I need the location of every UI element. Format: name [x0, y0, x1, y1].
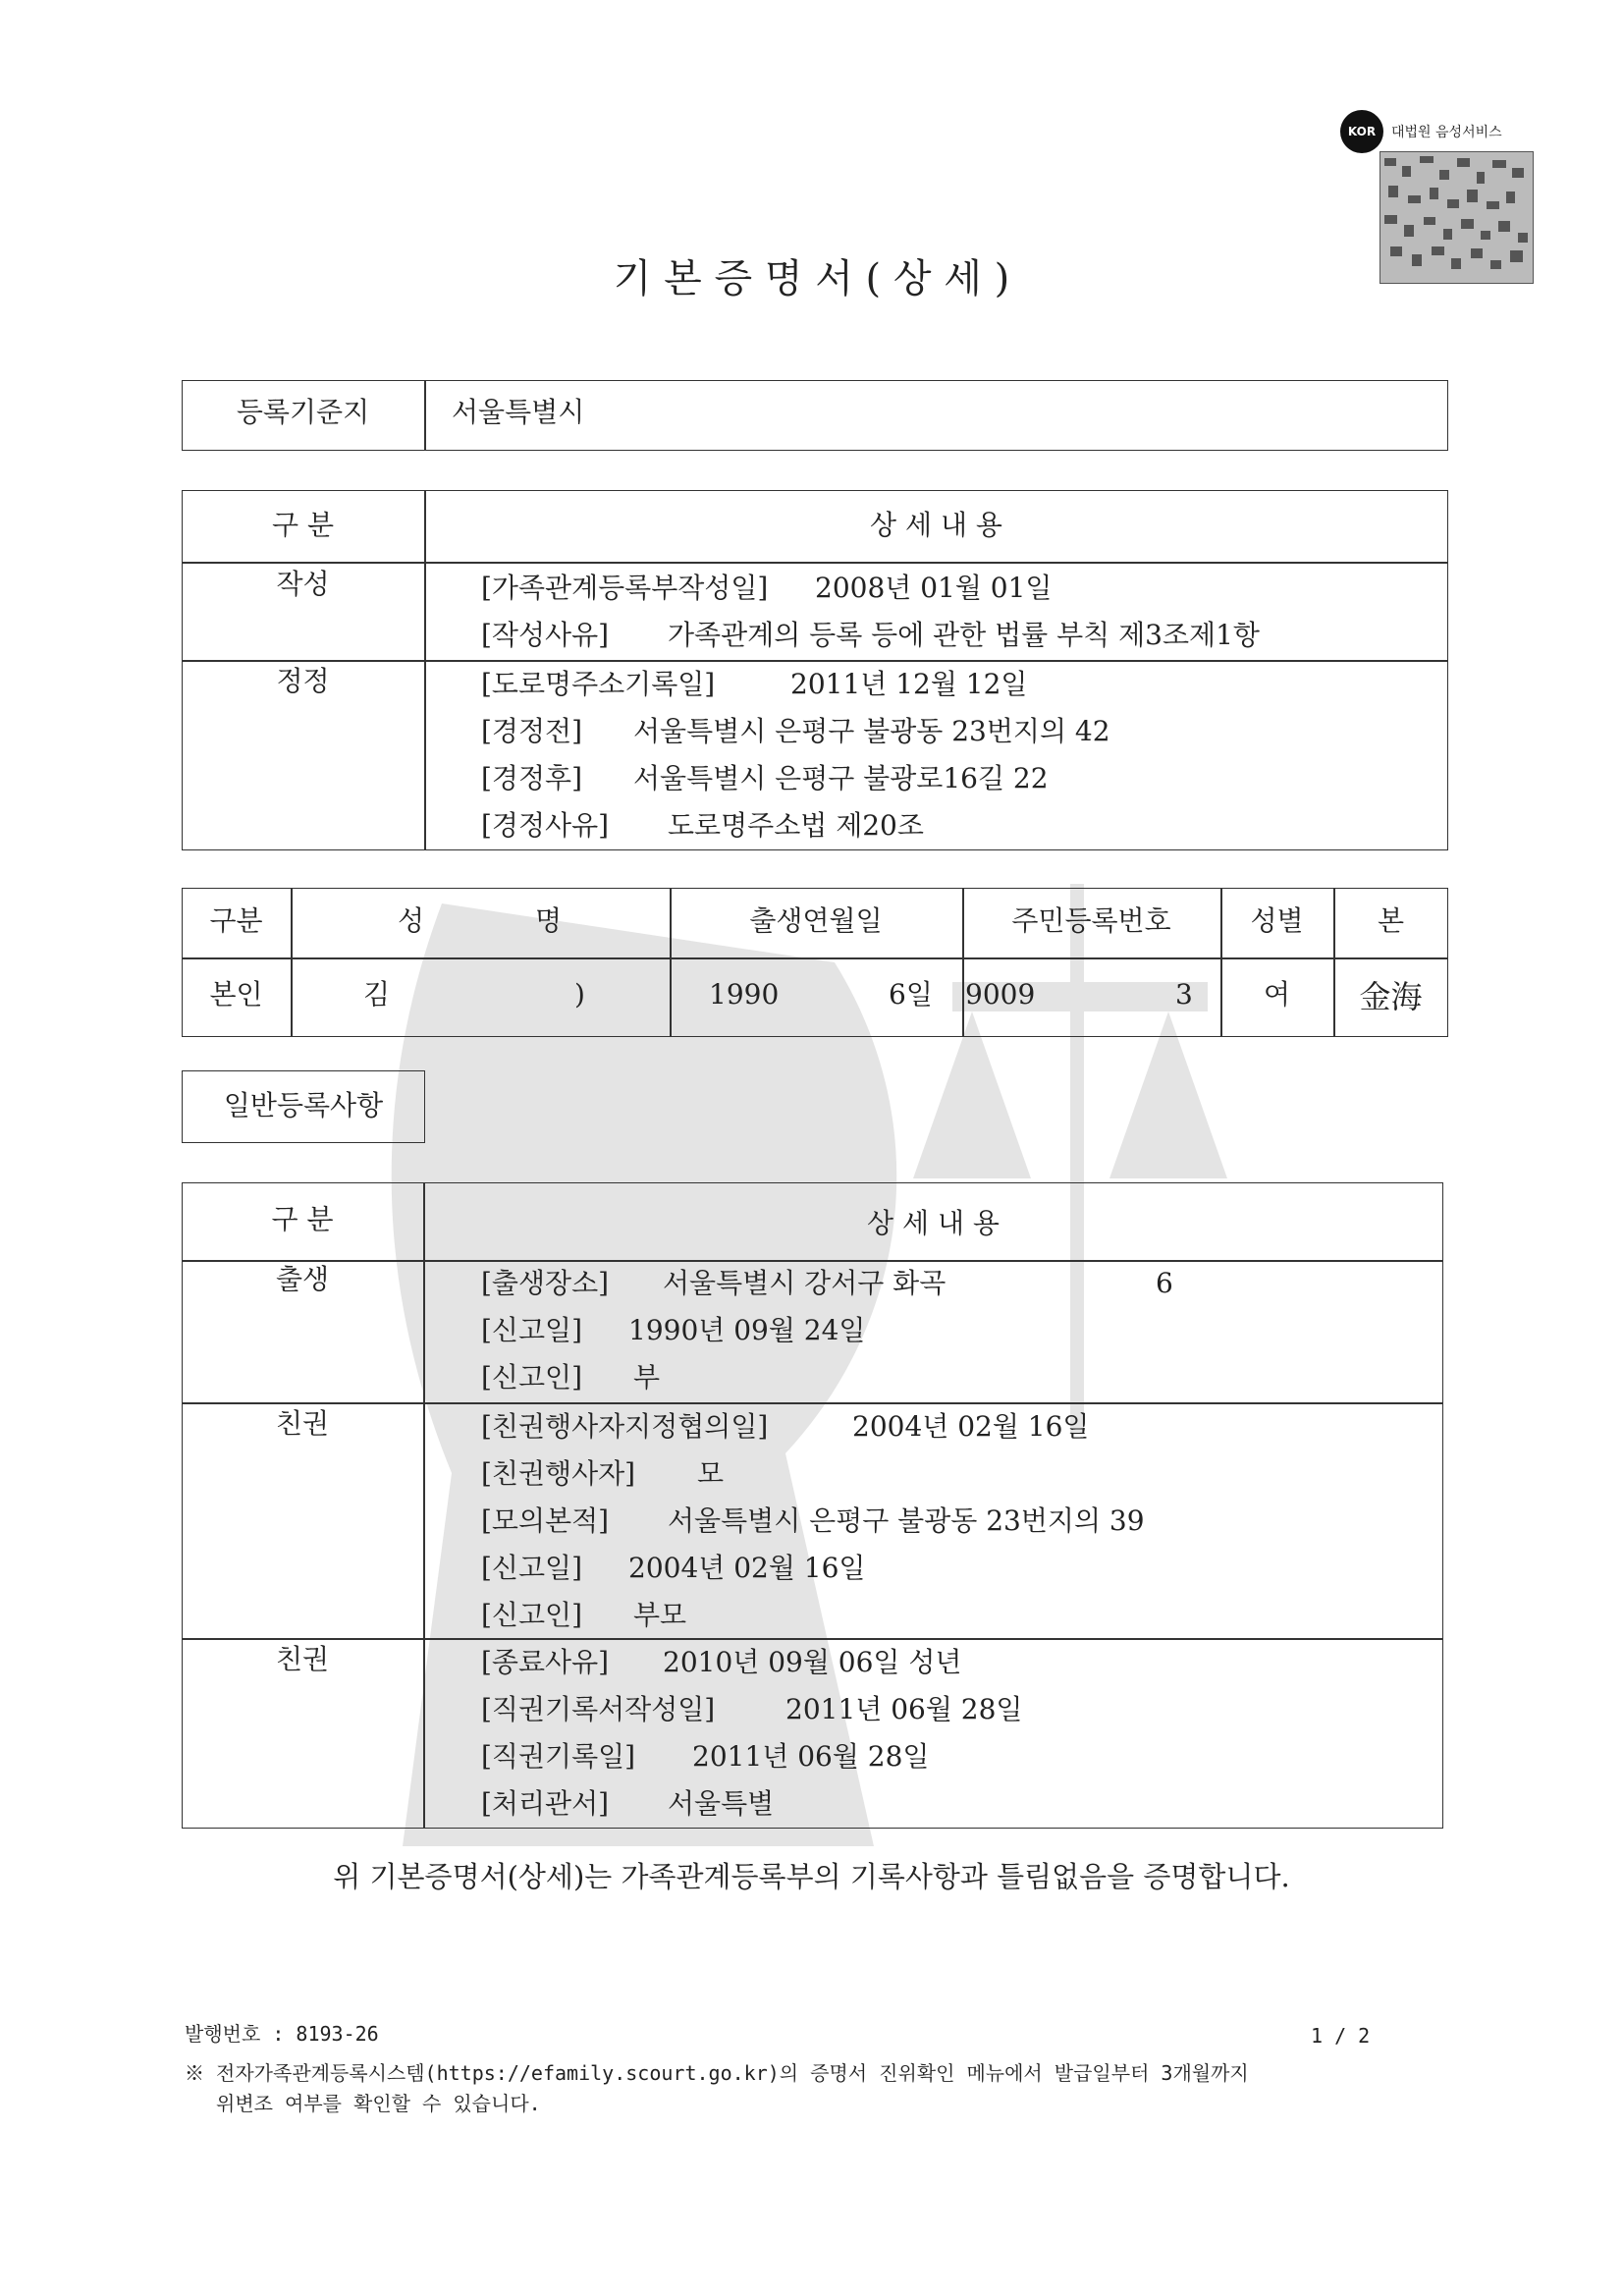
person-sex: 여 [1263, 978, 1291, 1011]
redaction [601, 393, 827, 432]
t2-header-detail: 상 세 내 용 [867, 1207, 1000, 1239]
t1-row-value: 서울특별시 은평구 불광로16길 22 [633, 762, 1049, 794]
person-header-sex: 성별 [1250, 904, 1304, 937]
document-title: 기 본 증 명 서 ( 상 세 ) [613, 256, 1010, 301]
person-birth-start: 1990 [709, 978, 780, 1011]
t1-row-category: 정정 [276, 665, 330, 697]
person-name-start: 김 [363, 978, 391, 1011]
general-registration-label: 일반등록사항 [223, 1089, 384, 1121]
t1-row-value: 도로명주소법 제20조 [668, 809, 924, 842]
t1-row-value: 서울특별시 은평구 불광동 23번지의 42 [633, 715, 1110, 747]
t2-row-key: [친권행사자지정협의일] [481, 1410, 769, 1443]
t2-row-key: [출생장소] [481, 1267, 610, 1299]
t2-row-value: 부모 [633, 1599, 687, 1631]
t2-row-value: 2004년 02월 16일 [852, 1410, 1090, 1443]
t2-row-value: 모 [697, 1457, 725, 1490]
t2-row-value-tail: 6 [1156, 1267, 1173, 1299]
t2-header-category: 구 분 [271, 1203, 334, 1235]
t2-row-value: 2004년 02월 16일 [628, 1552, 866, 1584]
t2-row-key: [직권기록일] [481, 1740, 636, 1773]
t1-row-key: [경정전] [481, 715, 582, 747]
t1-row-category: 작성 [276, 568, 330, 600]
voice-service-label: 대법원 음성서비스 [1391, 125, 1502, 140]
t2-row-key: [처리관서] [481, 1787, 610, 1820]
t1-header-detail: 상 세 내 용 [870, 509, 1002, 541]
page-indicator: 1 / 2 [1311, 2024, 1371, 2048]
person-birth-end: 6일 [889, 978, 933, 1011]
reg-base-value: 서울특별시 [452, 396, 585, 428]
t2-row-value: 서울특별시 강서구 화곡 [663, 1267, 947, 1299]
t2-row-key: [직권기록서작성일] [481, 1693, 716, 1725]
t1-row-value: 2008년 01월 01일 [815, 572, 1053, 604]
person-division: 본인 [209, 978, 263, 1011]
verification-note-cont: 위변조 여부를 확인할 수 있습니다. [216, 2092, 541, 2115]
t1-row-key: [도로명주소기록일] [481, 668, 716, 700]
t2-row-category: 출생 [275, 1263, 330, 1295]
t2-row-key: [종료사유] [481, 1646, 610, 1678]
verification-seal [1340, 110, 1532, 282]
t2-row-value: 부 [633, 1361, 661, 1394]
t2-row-key: [신고인] [481, 1599, 582, 1631]
person-header-birth: 출생연월일 [749, 904, 883, 937]
reg-base-label: 등록기준지 [236, 396, 370, 428]
person-name-end: ) [574, 978, 585, 1011]
t1-row-value: 가족관계의 등록 등에 관한 법률 부칙 제3조제1항 [668, 619, 1260, 651]
t2-row-key: [신고일] [481, 1552, 582, 1584]
issue-number: 발행번호 : 8193-26 [185, 2022, 379, 2046]
t2-row-category: 친권 [275, 1643, 330, 1675]
t1-row-key: [경정후] [481, 762, 582, 794]
person-rrn-start: 9009 [965, 978, 1036, 1011]
person-rrn-end: 3 [1175, 978, 1193, 1011]
t1-header-category: 구 분 [272, 509, 334, 541]
t1-row-value: 2011년 12월 12일 [790, 668, 1028, 700]
verification-note: ※ 전자가족관계등록시스템(https://efamily.scourt.go.kr)의 증명서 진위확인 메뉴에서 발급일부터 3개월까지 [185, 2061, 1249, 2085]
certification-statement: 위 기본증명서(상세)는 가족관계등록부의 기록사항과 틀림없음을 증명합니다. [333, 1860, 1290, 1893]
t2-row-key: [친권행사자] [481, 1457, 636, 1490]
person-header-rrn: 주민등록번호 [1011, 904, 1171, 937]
t2-row-value: 2011년 06월 28일 [785, 1693, 1023, 1725]
t2-row-category: 친권 [275, 1407, 330, 1440]
t1-row-key: [경정사유] [481, 809, 610, 842]
t2-row-key: [신고인] [481, 1361, 582, 1394]
person-header-given-name: 명 [535, 904, 563, 937]
person-header-division: 구분 [209, 904, 263, 937]
t1-row-key: [작성사유] [481, 619, 610, 651]
t2-row-value: 1990년 09월 24일 [628, 1314, 866, 1346]
t2-row-value: 서울특별 [668, 1787, 775, 1820]
t2-row-value: 서울특별시 은평구 불광동 23번지의 39 [668, 1504, 1145, 1537]
person-origin: 金海 [1359, 978, 1423, 1015]
t1-row-key: [가족관계등록부작성일] [481, 572, 769, 604]
kor-badge: KOR [1340, 110, 1383, 153]
t2-row-value: 2010년 09월 06일 성년 [663, 1646, 962, 1678]
t2-row-value: 2011년 06월 28일 [692, 1740, 930, 1773]
person-header-origin: 본 [1377, 904, 1405, 937]
t2-row-key: [모의본적] [481, 1504, 610, 1537]
person-header-surname: 성 [398, 904, 425, 937]
t2-row-key: [신고일] [481, 1314, 582, 1346]
